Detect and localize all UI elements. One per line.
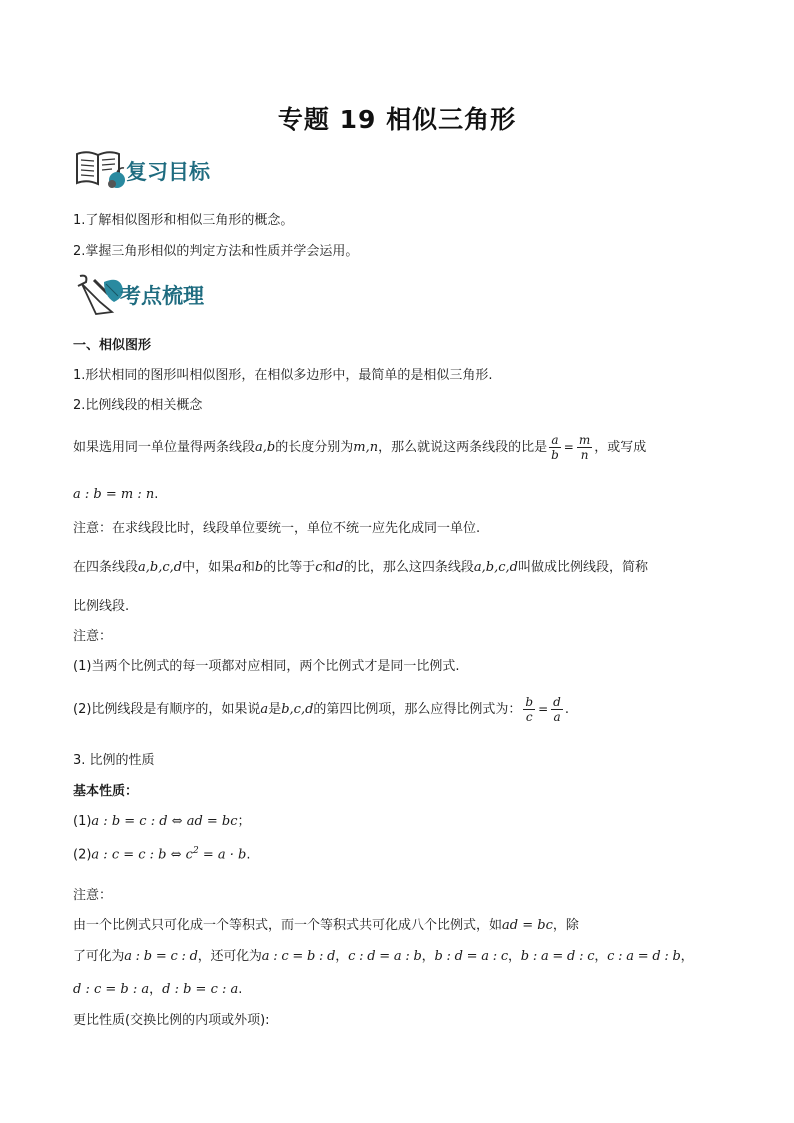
paragraph-fourth-proportional <box>73 695 569 724</box>
text: (1) <box>73 814 92 829</box>
text: ，除 <box>552 918 579 933</box>
text: 中，如果 <box>182 560 235 575</box>
paragraph-subheading: 基本性质： <box>73 784 139 799</box>
math: a <box>234 560 242 575</box>
paragraph-note: 注意： <box>73 888 113 903</box>
text: ，还可化为 <box>197 949 262 964</box>
page-title: 专题 19 相似三角形 <box>277 105 517 134</box>
goal-2: 2.掌握三角形相似的判定方法和性质并学会运用。 <box>73 244 359 259</box>
math: = a · b <box>198 847 247 863</box>
math: d <box>335 560 344 575</box>
text: ， <box>149 982 163 997</box>
text: ， <box>680 949 694 964</box>
text: (2) <box>73 847 92 863</box>
text: 如果选用同一单位量得两条线段 <box>73 440 256 455</box>
text: 由一个比例式只可化成一个等积式，而一个等积式共可化成八个比例式，如 <box>73 918 503 933</box>
fraction <box>549 433 561 462</box>
open-book-apple-icon <box>74 148 128 190</box>
math: c : d = a : b <box>348 949 422 964</box>
section-heading: 考点梳理 <box>120 284 204 308</box>
math: a : b = m : n <box>73 487 155 502</box>
math: b,c,d <box>281 702 314 717</box>
math: a,b,c,d <box>138 560 183 575</box>
paragraph <box>73 914 579 933</box>
text: . <box>564 702 569 717</box>
math: a,b <box>255 440 276 455</box>
text: ， <box>594 949 608 964</box>
paragraph: 1.形状相同的图形叫相似图形，在相似多边形中，最简单的是相似三角形. <box>73 368 493 383</box>
math: a : c = c : b ⇔ c <box>91 847 193 863</box>
text: 的第四比例项，那么应得比例式为： <box>313 702 522 717</box>
text: . <box>246 847 251 863</box>
property-1 <box>73 810 251 829</box>
math: d : b = c : a <box>162 982 239 997</box>
math: m,n <box>353 440 379 455</box>
text: 的比，那么这四条线段 <box>343 560 474 575</box>
text: 和 <box>241 560 255 575</box>
denominator: a <box>553 710 561 724</box>
paragraph-note: 注意： <box>73 629 113 644</box>
text: ， <box>335 949 349 964</box>
paragraph: (1)当两个比例式的每一项都对应相同，两个比例式才是同一比例式. <box>73 659 460 674</box>
goal-1: 1.了解相似图形和相似三角形的概念。 <box>73 213 294 228</box>
paragraph: 更比性质(交换比例的内项或外项): <box>73 1013 270 1028</box>
text: ，或写成 <box>594 440 647 455</box>
paragraph <box>73 978 242 997</box>
numerator: b <box>525 695 534 709</box>
equals-sign: = <box>538 702 549 716</box>
math: ad = bc <box>502 918 553 933</box>
paragraph <box>73 487 158 502</box>
text: ， <box>421 949 435 964</box>
math: a <box>260 702 269 717</box>
fraction <box>551 695 563 724</box>
part-heading: 一、相似图形 <box>73 338 152 353</box>
text: 叫做成比例线段，简称 <box>517 560 648 575</box>
text: 是 <box>268 702 282 717</box>
text: 在四条线段 <box>73 560 139 575</box>
math: c : a = d : b <box>607 949 681 964</box>
paragraph <box>73 945 693 964</box>
numerator: d <box>553 695 561 709</box>
numerator: a <box>549 433 561 448</box>
math: a : c = b : d <box>261 949 336 964</box>
text: . <box>238 982 243 997</box>
text: ， <box>507 949 521 964</box>
text: ； <box>237 814 251 829</box>
exponent: 2 <box>192 846 199 856</box>
text: ，那么就说这两条线段的比是 <box>378 440 548 455</box>
section-heading: 复习目标 <box>126 160 210 184</box>
text: 的比等于 <box>263 560 316 575</box>
math: d : c = b : a <box>73 982 150 997</box>
denominator: c <box>525 710 533 724</box>
text: (2)比例线段是有顺序的，如果说 <box>73 702 261 717</box>
math: b <box>254 560 264 575</box>
math: c <box>315 560 323 575</box>
fraction <box>523 695 535 724</box>
paragraph-note: 注意：在求线段比时，线段单位要统一，单位不统一应先化成同一单位. <box>73 521 481 536</box>
text: 的长度分别为 <box>275 440 354 455</box>
math: b : a = d : c <box>520 949 595 964</box>
numerator: m <box>578 433 591 447</box>
property-2 <box>73 846 250 862</box>
math: a : b = c : d ⇔ ad = bc <box>91 814 238 829</box>
denominator: n <box>580 448 589 462</box>
equals-sign: = <box>563 440 574 454</box>
text: . <box>154 487 159 502</box>
text: 和 <box>322 560 336 575</box>
math: b : d = a : c <box>434 949 508 964</box>
denominator: b <box>551 448 559 462</box>
math: a : b = c : d <box>124 949 198 964</box>
math: a,b,c,d <box>473 560 518 575</box>
paragraph: 2.比例线段的相关概念 <box>73 398 203 413</box>
paragraph-proportional-segments <box>73 556 648 575</box>
paragraph: 比例线段. <box>73 599 130 614</box>
paragraph-ratio-definition <box>73 433 646 462</box>
fraction <box>577 433 592 462</box>
text: 了可化为 <box>73 949 125 964</box>
paragraph-heading: 3. 比例的性质 <box>73 753 155 768</box>
